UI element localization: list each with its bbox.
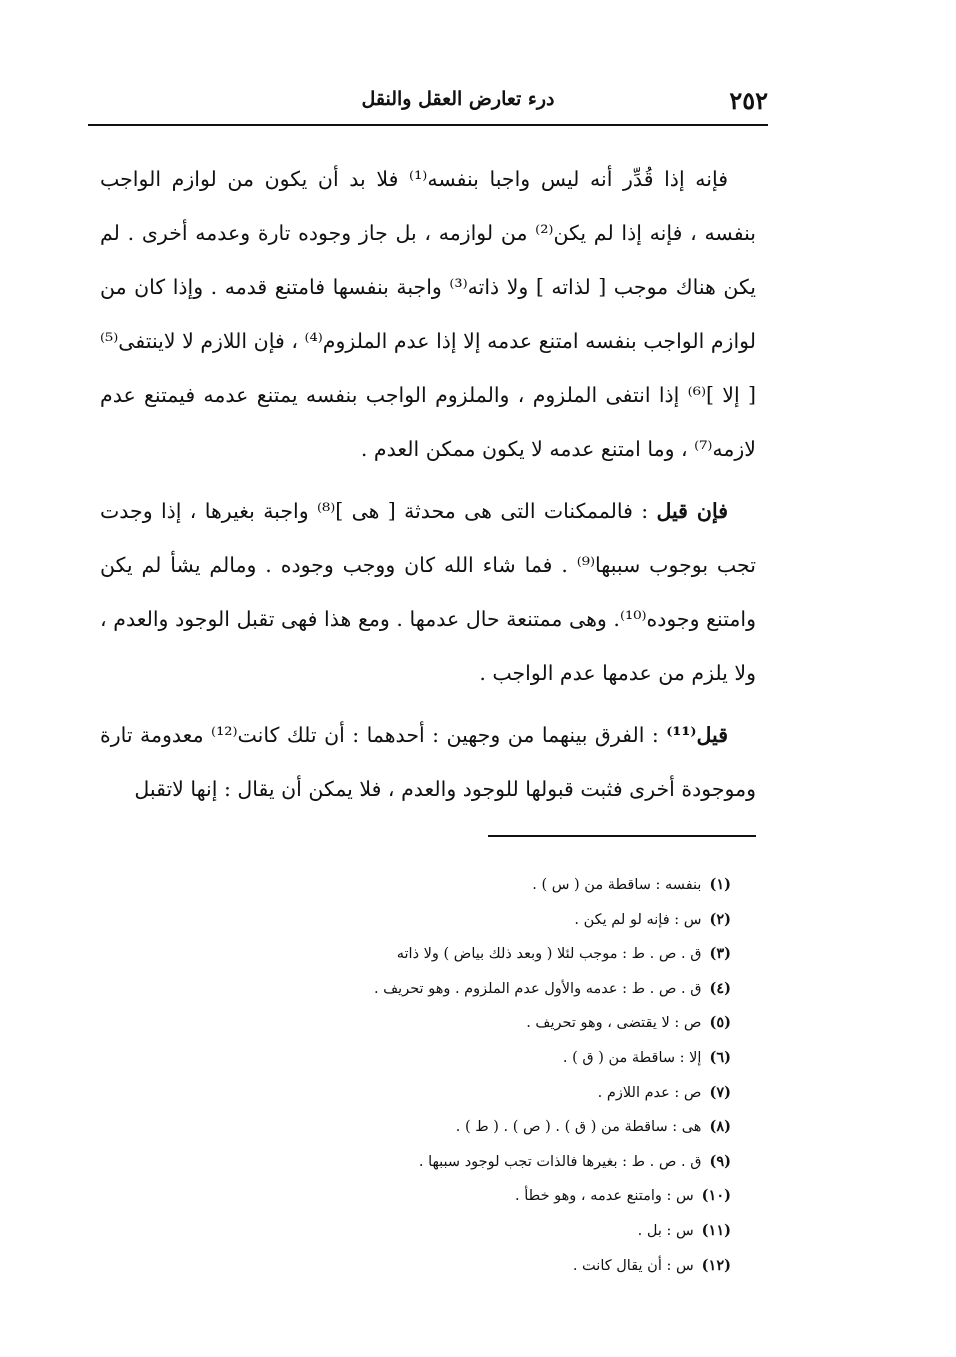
footnote-text: س : بل . <box>637 1222 694 1239</box>
footnote <box>211 1006 731 1041</box>
footnote-number: (٣) <box>709 945 731 963</box>
footnote <box>211 1076 731 1111</box>
footnote-number: (٥) <box>709 1014 731 1032</box>
footnote-number: (٧) <box>709 1083 731 1101</box>
footnote-number: (١٠) <box>701 1187 731 1205</box>
paragraph-lead: فإن قيل <box>656 499 729 523</box>
footnote-text: إلا : ساقطة من ( ق ) . <box>562 1049 702 1066</box>
footnote-text: س : أن يقال كانت . <box>572 1257 694 1274</box>
footnote-number: (١١) <box>701 1221 731 1239</box>
paragraph-text: : فالممكنات التى هى محدثة [ هى ]⁽⁸⁾ واجبة بغيرها ، إذا وجدت تجب بوجوب سببها⁽⁹⁾ . فما شاء الله كان ووجب وجوده . ومالم يشأ لم يكن وامتنع وجوده⁽¹⁰⁾. وهى ممتنعة حال عدمها . ومع هذا فهى تقبل الوجود والعدم ، ولا يلزم من عدمها عدم الواجب . <box>100 499 757 685</box>
paragraph <box>100 484 756 700</box>
footnote <box>211 972 731 1007</box>
footnote-text: ق . ص . ط : بغيرها فالذات تجب لوجود سببها . <box>418 1153 702 1170</box>
running-title: درء تعارض العقل والنقل <box>361 88 555 110</box>
footnote <box>211 868 731 903</box>
footnote <box>211 1179 731 1214</box>
paragraph <box>100 708 756 816</box>
header-rule <box>88 124 768 126</box>
footnote <box>211 903 731 938</box>
footnote-number: (١) <box>709 876 731 893</box>
footnote <box>211 1249 731 1284</box>
running-header <box>88 82 768 122</box>
footnote <box>211 1145 731 1180</box>
footnote-text: ق . ص . ط : عدمه والأول عدم الملزوم . وهو تحريف . <box>373 980 702 997</box>
footnote-text: س : فإنه لو لم يكن . <box>574 911 702 928</box>
page-number: ٢٥٢ <box>729 86 768 115</box>
paragraph <box>100 152 756 476</box>
footnote <box>211 1214 731 1249</box>
footnote-number: (٦) <box>709 1048 731 1066</box>
footnote <box>211 1041 731 1076</box>
footnote-number: (٩) <box>709 1152 731 1170</box>
footnote-number: (٨) <box>709 1118 731 1136</box>
footnote-number: (٢) <box>709 910 731 928</box>
footnote <box>211 937 731 972</box>
footnote-number: (١٢) <box>701 1256 731 1274</box>
footnote-text: ص : عدم اللازم . <box>597 1084 702 1101</box>
footnote-rule <box>488 835 756 837</box>
paragraph-lead: قيل⁽¹¹⁾ <box>666 723 728 747</box>
footnote <box>211 1110 731 1145</box>
footnote-text: بنفسه : ساقطة من ( س ) . <box>532 877 702 893</box>
footnote-text: ص : لا يقتضى ، وهو تحريف . <box>526 1015 702 1032</box>
footnote-text: ق . ص . ط : موجب لئلا ( وبعد ذلك بياض ) ولا ذاته <box>396 946 702 963</box>
footnote-text: س : وامتنع عدمه ، وهو خطأ . <box>515 1188 694 1205</box>
footnote-number: (٤) <box>709 979 731 997</box>
footnote-text: هى : ساقطة من ( ق ) . ( ص ) . ( ط ) . <box>455 1119 702 1136</box>
paragraph-text: : الفرق بينهما من وجهين : أحدهما : أن تلك كانت⁽¹²⁾ معدومة تارة وموجودة أخرى فثبت قبولها للوجود والعدم ، فلا يمكن أن يقال : إنها لاتقبل <box>100 723 756 801</box>
paragraph-text: فإنه إذا قُدِّر أنه ليس واجبا بنفسه⁽¹⁾ فلا بد أن يكون من لوازم الواجب بنفسه ، فإنه إذا لم يكن⁽²⁾ من لوازمه ، بل جاز وجوده تارة وعدمه أخرى . لم يكن هناك موجب [ لذاته ] ولا ذاته⁽³⁾ واجبة بنفسها فامتنع قدمه . وإذا كان من لوازم الواجب بنفسه امتنع عدمه إلا إذا عدم الملزوم⁽⁴⁾ ، فإن اللازم لا لاينتفى⁽⁵⁾ [ إلا ]⁽⁶⁾ إذا انتفى الملزوم ، والملزوم الواجب بنفسه يمتنع عدمه فيمتنع عدم لازمه⁽⁷⁾ ، وما امتنع عدمه لا يكون ممكن العدم . <box>100 167 756 461</box>
footnotes <box>211 868 731 1283</box>
main-text <box>100 152 756 824</box>
